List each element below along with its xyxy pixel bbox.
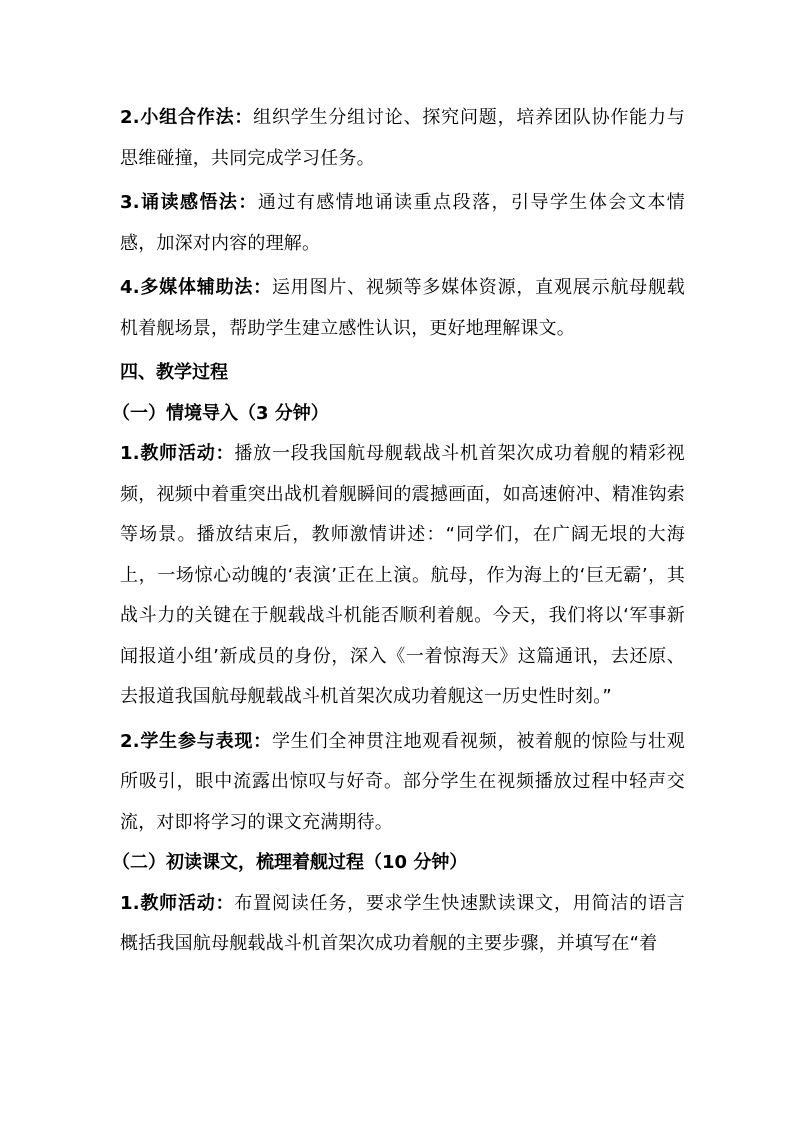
teacher-activity-2-text: 布置阅读任务，要求学生快速默读课文，用简洁的语言概括我国航母舰载战斗机首架次成功着舰的主要步骤，并填写在“着 (120, 892, 685, 954)
section-title: 四、教学过程 (120, 362, 228, 383)
teacher-activity-1-label: 1.教师活动： (120, 443, 235, 464)
subsection-title-2: （二）初读课文，梳理着舰过程（10 分钟） (112, 852, 468, 873)
method-item-2-label: 2.小组合作法： (120, 107, 254, 128)
teacher-activity-2-label: 1.教师活动： (120, 892, 235, 914)
method-item-2-text: 组织学生分组讨论、探究问题，培养团队协作能力与思维碰撞，共同完成学习任务。 (120, 107, 685, 169)
method-item-3 (120, 183, 685, 264)
method-item-3-text: 通过有感情地诵读重点段落，引导学生体会文本情感，加深对内容的理解。 (120, 192, 685, 254)
document-body (112, 98, 685, 965)
student-performance-1 (120, 722, 685, 844)
method-item-4 (120, 268, 685, 349)
method-item-4-label: 4.多媒体辅助法： (120, 277, 272, 298)
method-item-4-text: 运用图片、视频等多媒体资源，直观展示航母舰载机着舰场景，帮助学生建立感性认识，更好地理解课文。 (120, 277, 685, 339)
student-performance-1-text: 学生们全神贯注地观看视频，被着舰的惊险与壮观所吸引，眼中流露出惊叹与好奇。部分学生在视频播放过程中轻声交流，对即将学习的课文充满期待。 (120, 730, 685, 833)
method-item-2 (120, 98, 685, 179)
method-item-3-label: 3.诵读感悟法： (120, 192, 258, 213)
subsection-title-1: （一）情境导入（3 分钟） (112, 402, 329, 424)
student-performance-1-label: 2.学生参与表现： (120, 730, 272, 752)
teacher-activity-1 (120, 434, 685, 718)
teacher-activity-2 (120, 884, 685, 965)
teacher-activity-1-text: 播放一段我国航母舰载战斗机首架次成功着舰的精彩视频，视频中着重突出战机着舰瞬间的震撼画面，如高速俯冲、精准钩索等场景。播放结束后，教师激情讲述：“同学们，在广阔无垠的大海上，一场惊心动魄的‘表演’正在上演。航母，作为海上的‘巨无霸’，其战斗力的关键在于舰载战斗机能否顺利着舰。今天，我们将以‘军事新闻报道小组’新成员的身份，深入《一着惊海天》这篇通讯，去还原、去报道我国航母舰载战斗机首架次成功着舰这一历史性时刻。” (120, 443, 685, 707)
